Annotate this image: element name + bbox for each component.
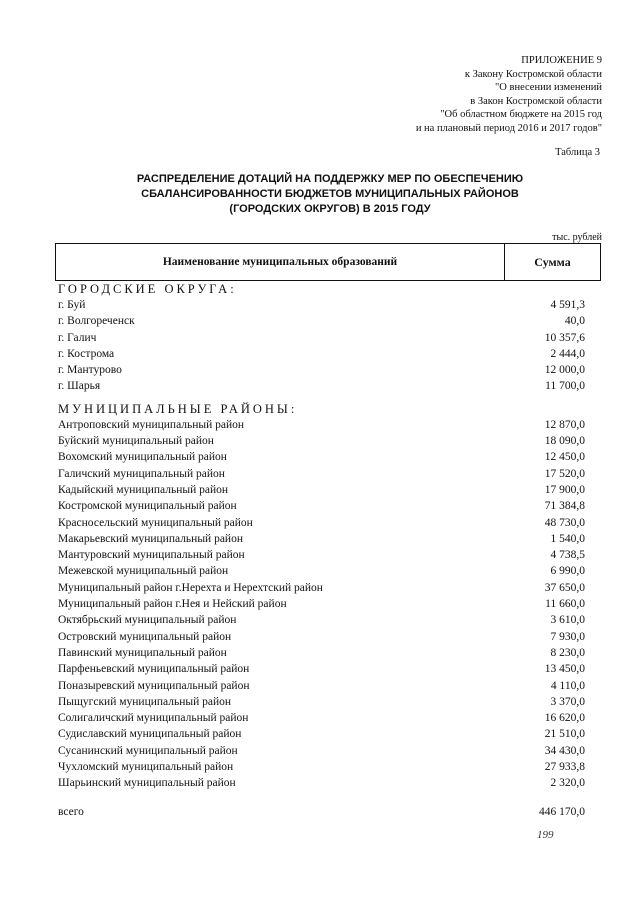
row-value: 17 900,0 — [544, 483, 585, 496]
header-line: ПРИЛОЖЕНИЕ 9 — [521, 55, 602, 66]
table-row — [58, 378, 585, 394]
row-name: г. Кострома — [58, 347, 115, 360]
units-label: тыс. рублей — [552, 232, 602, 243]
row-value: 2 444,0 — [550, 347, 585, 360]
table-row — [58, 297, 585, 313]
row-value: 13 450,0 — [544, 663, 585, 676]
row-name: Павинский муниципальный район — [58, 646, 227, 659]
total-value: 446 170,0 — [539, 806, 585, 818]
table-row — [58, 580, 585, 596]
row-value: 3 370,0 — [550, 695, 585, 708]
row-name: Сусанинский муниципальный район — [58, 744, 238, 757]
row-value: 34 430,0 — [544, 744, 585, 757]
row-value: 17 520,0 — [544, 467, 585, 480]
row-name: Мантуровский муниципальный район — [58, 549, 245, 562]
row-name: Макарьевский муниципальный район — [58, 532, 243, 545]
row-value: 18 090,0 — [544, 435, 585, 448]
table-row — [58, 515, 585, 531]
row-value: 71 384,8 — [544, 500, 585, 513]
table-row — [58, 433, 585, 449]
row-value: 27 933,8 — [544, 761, 585, 774]
row-value: 7 930,0 — [550, 630, 585, 643]
table-row — [58, 759, 585, 775]
section-heading: ГОРОДСКИЕ ОКРУГА: — [58, 282, 237, 296]
total-row — [58, 806, 585, 818]
column-header-sum: Сумма — [534, 254, 571, 269]
table-number: Таблица 3 — [555, 147, 600, 158]
table-row — [58, 417, 585, 433]
table-row — [58, 710, 585, 726]
row-value: 8 230,0 — [550, 646, 585, 659]
row-value: 12 870,0 — [544, 418, 585, 431]
row-value: 16 620,0 — [544, 712, 585, 725]
row-name: Островский муниципальный район — [58, 630, 232, 643]
table-row — [58, 743, 585, 759]
row-value: 2 320,0 — [550, 777, 585, 790]
table-row — [58, 612, 585, 628]
header-line: к Закону Костромской области — [464, 68, 602, 80]
table-row — [58, 629, 585, 645]
row-value: 1 540,0 — [550, 532, 585, 545]
column-header-name: Наименование муниципальных образований — [56, 244, 505, 280]
row-value: 12 000,0 — [544, 364, 585, 377]
row-value: 37 650,0 — [544, 581, 585, 594]
table-row — [58, 482, 585, 498]
document-title — [100, 172, 560, 217]
table-row — [58, 563, 585, 579]
row-name: Межевской муниципальный район — [58, 565, 229, 578]
row-name: Кадыйский муниципальный район — [58, 483, 229, 496]
row-name: Октябрьский муниципальный район — [58, 614, 237, 627]
row-value: 4 591,3 — [550, 299, 585, 311]
table-row — [58, 362, 585, 378]
title-line: РАСПРЕДЕЛЕНИЕ ДОТАЦИЙ НА ПОДДЕРЖКУ МЕР ПО ОБЕСПЕЧЕНИЮ — [136, 173, 524, 185]
header-line: в Закон Костромской области — [470, 95, 602, 107]
row-name: Парфеньевский муниципальный район — [58, 663, 250, 676]
table-row — [58, 449, 585, 465]
row-name: Солигаличский муниципальный район — [58, 712, 249, 725]
table-body — [58, 281, 585, 792]
table-row — [58, 531, 585, 547]
row-value: 6 990,0 — [550, 565, 585, 578]
row-name: г. Шарья — [58, 380, 101, 393]
total-label: всего — [58, 806, 84, 818]
section-heading: МУНИЦИПАЛЬНЫЕ РАЙОНЫ: — [58, 401, 298, 416]
title-line: (ГОРОДСКИХ ОКРУГОВ) В 2015 ГОДУ — [229, 203, 431, 215]
row-value: 21 510,0 — [544, 728, 585, 741]
row-value: 10 357,6 — [544, 331, 585, 344]
row-name: Поназыревский муниципальный район — [58, 679, 250, 692]
row-value: 48 730,0 — [544, 516, 585, 529]
table-row — [58, 694, 585, 710]
header-line: "О внесении изменений — [495, 82, 602, 93]
row-name: Красносельский муниципальный район — [58, 516, 253, 529]
row-name: Шарьинский муниципальный район — [58, 777, 236, 790]
row-name: Чухломский муниципальный район — [58, 761, 234, 774]
row-name: Вохомский муниципальный район — [58, 451, 227, 464]
row-name: Судиславский муниципальный район — [58, 728, 242, 741]
table-row — [58, 330, 585, 346]
table-row — [58, 645, 585, 661]
row-name: Буйский муниципальный район — [58, 435, 214, 448]
table-row — [58, 547, 585, 563]
header-line: "Об областном бюджете на 2015 год — [440, 109, 602, 120]
row-name: Муниципальный район г.Нея и Нейский район — [58, 598, 287, 611]
row-name: Костромской муниципальный район — [58, 500, 237, 513]
table-row — [58, 726, 585, 742]
row-value: 11 660,0 — [545, 598, 585, 611]
row-value: 40,0 — [564, 315, 585, 328]
table-row — [58, 596, 585, 612]
row-name: Пыщугский муниципальный район — [58, 695, 232, 708]
table-header — [55, 243, 601, 281]
row-name: Муниципальный район г.Нерехта и Нерехтский район — [58, 581, 323, 594]
row-value: 4 738,5 — [550, 549, 585, 562]
row-name: г. Буй — [58, 299, 86, 311]
appendix-header — [416, 54, 602, 135]
row-name: г. Галич — [58, 331, 97, 344]
header-line: и на плановый период 2016 и 2017 годов" — [415, 122, 602, 134]
table-row — [58, 678, 585, 694]
page-number: 199 — [537, 829, 554, 841]
row-name: г. Волгореченск — [58, 315, 135, 328]
row-value: 11 700,0 — [545, 380, 585, 393]
row-value: 3 610,0 — [550, 614, 585, 627]
row-name: Галичский муниципальный район — [58, 467, 225, 480]
row-value: 12 450,0 — [544, 451, 585, 464]
row-value: 4 110,0 — [550, 679, 585, 692]
row-name: г. Мантурово — [58, 364, 122, 377]
row-name: Антроповский муниципальный район — [58, 418, 245, 431]
table-row — [58, 313, 585, 329]
table-row — [58, 346, 585, 362]
table-row — [58, 661, 585, 677]
table-row — [58, 498, 585, 514]
table-row — [58, 775, 585, 791]
table-row — [58, 466, 585, 482]
title-line: СБАЛАНСИРОВАННОСТИ БЮДЖЕТОВ МУНИЦИПАЛЬНЫХ РАЙОНОВ — [141, 188, 519, 200]
